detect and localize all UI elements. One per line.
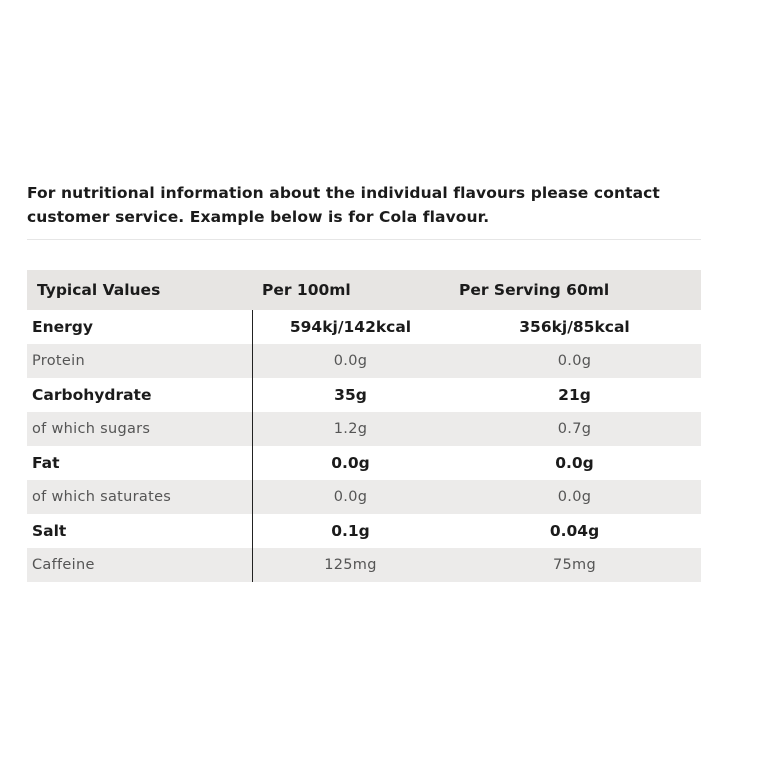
section-divider — [27, 239, 701, 240]
row-per-100ml: 0.1g — [252, 514, 448, 548]
table-row-salt — [27, 514, 701, 548]
table-row-energy — [27, 310, 701, 344]
row-label: Carbohydrate — [32, 386, 152, 404]
header-per-100ml: Per 100ml — [262, 281, 351, 299]
row-label: Fat — [32, 454, 60, 472]
row-label: of which sugars — [32, 421, 151, 437]
row-per-100ml: 1.2g — [252, 412, 448, 446]
row-per-serving: 0.7g — [557, 421, 592, 437]
nutrition-table — [27, 270, 701, 582]
row-per-100ml: 0.0g — [252, 344, 448, 378]
row-per-serving: 21g — [558, 386, 591, 404]
row-per-100ml: 125mg — [252, 548, 448, 582]
row-per-100ml: 0.0g — [252, 480, 448, 514]
row-label: Protein — [32, 353, 85, 369]
intro-text — [27, 181, 701, 229]
row-per-100ml: 35g — [252, 378, 448, 412]
row-label: Salt — [32, 522, 67, 540]
row-per-serving: 356kj/85kcal — [519, 318, 630, 336]
header-per-serving: Per Serving 60ml — [459, 281, 610, 299]
table-row-carbohydrate — [27, 378, 701, 412]
table-row-caffeine — [27, 548, 701, 582]
table-row-sugars — [27, 412, 701, 446]
header-typical-values: Typical Values — [37, 281, 161, 299]
row-per-serving: 0.0g — [557, 489, 592, 505]
table-row-fat — [27, 446, 701, 480]
table-row-saturates — [27, 480, 701, 514]
row-per-serving: 0.0g — [557, 353, 592, 369]
row-label: Caffeine — [32, 557, 95, 573]
row-per-100ml: 0.0g — [252, 446, 448, 480]
row-label: of which saturates — [32, 489, 172, 505]
intro-line-1: For nutritional information about the individual flavours please contact — [27, 184, 660, 202]
row-label: Energy — [32, 318, 93, 336]
intro-line-2: customer service. Example below is for Cola flavour. — [27, 208, 490, 226]
table-header — [27, 270, 701, 310]
row-per-serving: 75mg — [553, 557, 596, 573]
row-per-100ml: 594kj/142kcal — [252, 310, 448, 344]
row-per-serving: 0.04g — [549, 522, 600, 540]
row-per-serving: 0.0g — [555, 454, 594, 472]
table-row-protein — [27, 344, 701, 378]
